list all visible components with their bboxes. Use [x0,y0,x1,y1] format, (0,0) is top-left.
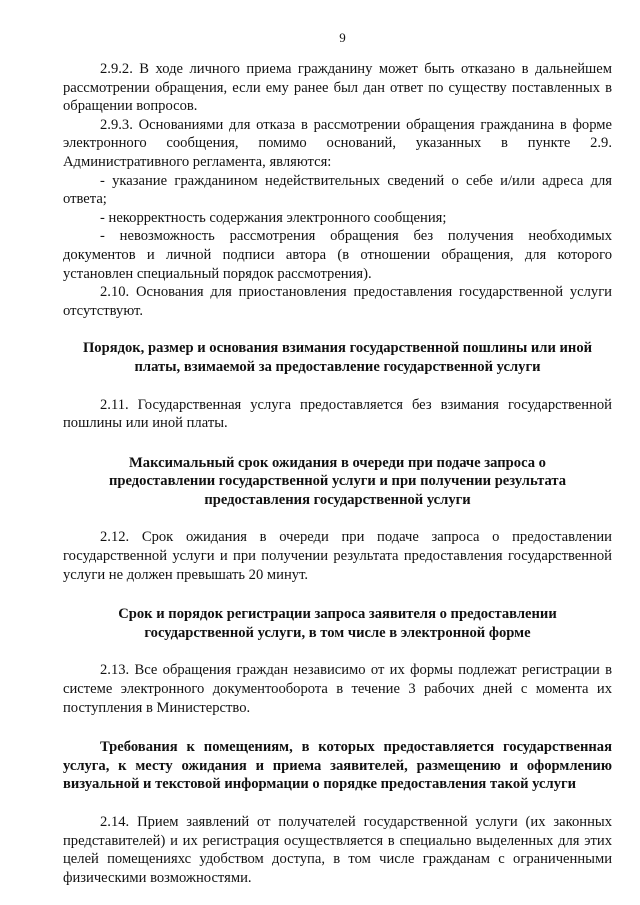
paragraph-2-10: 2.10. Основания для приостановления предоставления государственной услуги отсутствуют. [63,284,612,319]
list-item-impossible-review: - невозможность рассмотрения обращения без получения необходимых документов и личной подписи автора (в отношении обращения, для которого установлен специальный порядок рассмотрения). [63,228,612,282]
paragraph-2-9-3: 2.9.3. Основаниями для отказа в рассмотрении обращения гражданина в форме электронного сообщения, помимо оснований, указанных в пункте 2.9. Административного регламента, являются: [63,116,612,170]
section-heading-queue: Максимальный срок ожидания в очереди при подаче запроса о предоставлении государственной услуги и при получении результата предоставления государственной услуги [108,454,567,508]
section-heading-premises: Требования к помещениям, в которых предоставляется государственная услуга, к месту ожидания и приема заявителей, размещению и оформлению визуальной и текстовой информации о порядке предоставления такой услуги [63,739,612,793]
section-heading-fee: Порядок, размер и основания взимания государственной пошлины или иной платы, взимаемой за предоставление государственной услуги [82,340,593,375]
paragraph-2-14: 2.14. Прием заявлений от получателей государственной услуги (их законных представителей) и их регистрация осуществляется в специально выделенных для этих целей помещенияхс удобством доступа, в том числе гражданам с ограниченными физическими возможностями. [63,814,612,886]
paragraph-2-12: 2.12. Срок ожидания в очереди при подаче запроса о предоставлении государственной услуги и при получении результата предоставления государственной услуги не должен превышать 20 минут. [63,529,612,583]
list-item-invalid-info: - указание гражданином недействительных сведений о себе и/или адреса для ответа; [63,172,612,208]
paragraph-2-9-2: 2.9.2. В ходе личного приема гражданину может быть отказано в дальнейшем рассмотрении обращения, если ему ранее был дан ответ по существу поставленных в обращении вопросов. [63,61,612,115]
section-heading-registration: Срок и порядок регистрации запроса заявителя о предоставлении государственной услуги, в том числе в электронной форме [118,606,557,641]
paragraph-2-11: 2.11. Государственная услуга предоставляется без взимания государственной пошлины или иной платы. [63,396,612,432]
paragraph-2-13: 2.13. Все обращения граждан независимо от их формы подлежат регистрации в системе электронного документооборота в течение 3 рабочих дней с момента их поступления в Министерство. [63,662,612,716]
page-number: 9 [339,30,346,45]
list-item-incorrect-content: - некорректность содержания электронного сообщения; [100,209,447,226]
